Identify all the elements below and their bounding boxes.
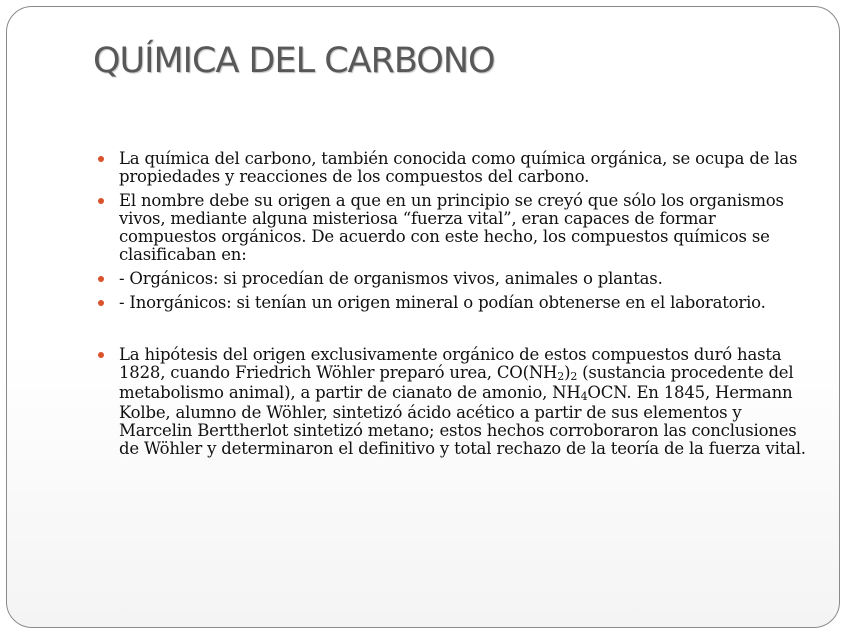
list-item xyxy=(97,150,809,186)
history-text-part: La hipótesis del origen exclusivamente orgánico de estos compuestos duró hasta 1828, cuando Friedrich Wöhler preparó urea, CO(NH xyxy=(119,345,782,382)
slide xyxy=(6,6,840,628)
bullet-icon xyxy=(98,352,104,358)
bullet-text: - Inorgánicos: si tenían un origen mineral o podían obtenerse en el laboratorio. xyxy=(119,293,766,312)
bullet-text: - Orgánicos: si procedían de organismos vivos, animales o plantas. xyxy=(119,269,663,288)
bullet-text: La química del carbono, también conocida como química orgánica, se ocupa de las propiedades y reacciones de los compuestos del carbono. xyxy=(119,149,798,186)
list-item xyxy=(97,294,809,312)
list-item xyxy=(97,346,809,458)
bullet-icon xyxy=(98,198,104,204)
history-text-part: (sustancia procedente del metabolismo animal), a partir de cianato de amonio, NH xyxy=(119,363,794,402)
bullet-icon xyxy=(98,156,104,162)
slide-title: QUÍMICA DEL CARBONO xyxy=(93,41,495,81)
list-item xyxy=(97,192,809,264)
subscript: 2 xyxy=(570,370,578,383)
bullet-icon xyxy=(98,300,104,306)
history-text-part: OCN. En 1845, Hermann Kolbe, alumno de Wöhler, sintetizó ácido acético a partir de sus elementos y Marcelin Berttherlot sintetizó metano; estos hechos corroboraron las conclusiones de Wöhler y determinaron el definitivo y total rechazo de la teoría de la fuerza vital. xyxy=(119,383,806,458)
bullet-list xyxy=(97,150,809,464)
bullet-text-history xyxy=(119,345,806,458)
subscript: 4 xyxy=(580,390,588,403)
history-text-part: ) xyxy=(564,363,571,382)
list-item xyxy=(97,270,809,288)
bullet-text: El nombre debe su origen a que en un principio se creyó que sólo los organismos vivos, mediante alguna misteriosa “fuerza vital”, eran capaces de formar compuestos orgánicos. De acuerdo con este hecho, los compuestos químicos se clasificaban en: xyxy=(119,191,784,264)
bullet-icon xyxy=(98,276,104,282)
subscript: 2 xyxy=(557,370,565,383)
